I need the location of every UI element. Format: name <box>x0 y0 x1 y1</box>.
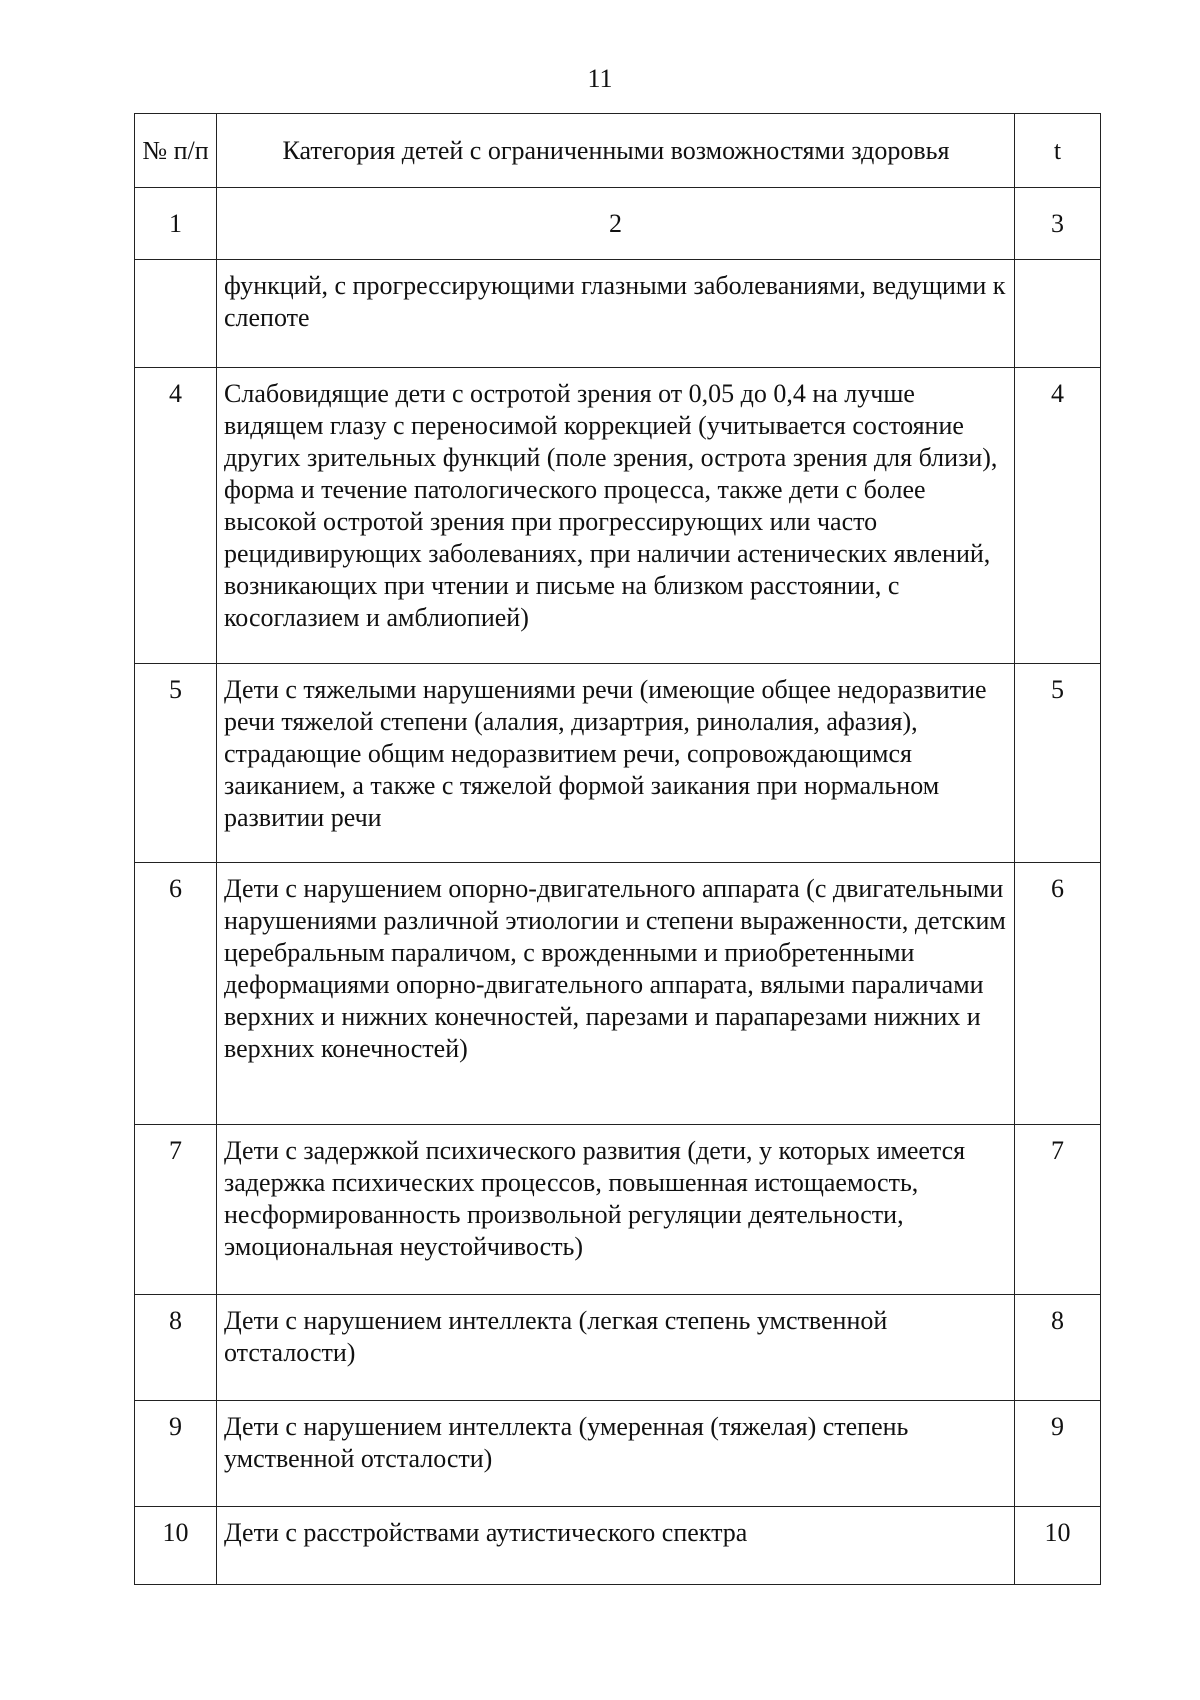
header-t: t <box>1015 114 1101 188</box>
table-row <box>135 1507 1101 1585</box>
row-t: 6 <box>1015 863 1101 1125</box>
header-number: № п/п <box>135 114 217 188</box>
row-category-text: Слабовидящие дети с остротой зрения от 0,05 до 0,4 на лучше видящем глазу с переносимой коррекцией (учитывается состояние других зрительных функций (поле зрения, острота зрения для близи), форма и течение патологического процесса, также дети с более высокой остротой зрения при прогрессирующих или часто рецидивирующих заболеваниях, при наличии астенических явлений, возникающих при чтении и письме на близком расстоянии, с косоглазием и амблиопией) <box>224 379 998 632</box>
row-category-text: Дети с нарушением интеллекта (легкая степень умственной отсталости) <box>224 1306 888 1367</box>
table-row <box>135 260 1101 368</box>
row-number: 7 <box>135 1125 217 1295</box>
row-category <box>217 863 1015 1125</box>
table-row <box>135 1125 1101 1295</box>
table-row <box>135 863 1101 1125</box>
column-numbers-row <box>135 188 1101 260</box>
row-category-text: Дети с расстройствами аутистического спектра <box>224 1518 748 1547</box>
row-category-text: Дети с нарушением опорно-двигательного аппарата (с двигательными нарушениями различной этиологии и степени выраженности, детским церебральным параличом, с врожденными и приобретенными деформациями опорно-двигательного аппарата, вялыми параличами верхних и нижних конечностей, парезами и парапарезами нижних и верхних конечностей) <box>224 874 1006 1063</box>
row-number: 6 <box>135 863 217 1125</box>
row-category <box>217 1295 1015 1401</box>
row-t: 7 <box>1015 1125 1101 1295</box>
table-row <box>135 1401 1101 1507</box>
page-number: 11 <box>587 64 613 93</box>
row-category-text: Дети с тяжелыми нарушениями речи (имеющие общее недоразвитие речи тяжелой степени (алалия, дизартрия, ринолалия, афазия), страдающие общим недоразвитием речи, сопровождающимся заиканием, а также с тяжелой формой заикания при нормальном развитии речи <box>224 675 987 832</box>
column-number-1: 1 <box>135 188 217 260</box>
table-row <box>135 1295 1101 1401</box>
row-category-text: функций, с прогрессирующими глазными заболеваниями, ведущими к слепоте <box>224 271 1006 332</box>
row-t: 4 <box>1015 368 1101 664</box>
column-number-2: 2 <box>217 188 1015 260</box>
row-category <box>217 1507 1015 1585</box>
table-row <box>135 368 1101 664</box>
row-t: 8 <box>1015 1295 1101 1401</box>
row-number: 5 <box>135 664 217 863</box>
category-table <box>134 113 1101 1585</box>
row-category <box>217 664 1015 863</box>
row-t: 9 <box>1015 1401 1101 1507</box>
column-number-3: 3 <box>1015 188 1101 260</box>
row-number: 10 <box>135 1507 217 1585</box>
row-category <box>217 368 1015 664</box>
row-t <box>1015 260 1101 368</box>
header-category: Категория детей с ограниченными возможностями здоровья <box>217 114 1015 188</box>
row-number: 8 <box>135 1295 217 1401</box>
row-t: 5 <box>1015 664 1101 863</box>
row-number <box>135 260 217 368</box>
row-category <box>217 1401 1015 1507</box>
table-row <box>135 664 1101 863</box>
row-number: 9 <box>135 1401 217 1507</box>
row-category <box>217 1125 1015 1295</box>
row-number: 4 <box>135 368 217 664</box>
row-category <box>217 260 1015 368</box>
table-header-row <box>135 114 1101 188</box>
row-t: 10 <box>1015 1507 1101 1585</box>
row-category-text: Дети с задержкой психического развития (дети, у которых имеется задержка психических процессов, повышенная истощаемость, несформированность произвольной регуляции деятельности, эмоциональная неустойчивость) <box>224 1136 966 1261</box>
row-category-text: Дети с нарушением интеллекта (умеренная (тяжелая) степень умственной отсталости) <box>224 1412 909 1473</box>
